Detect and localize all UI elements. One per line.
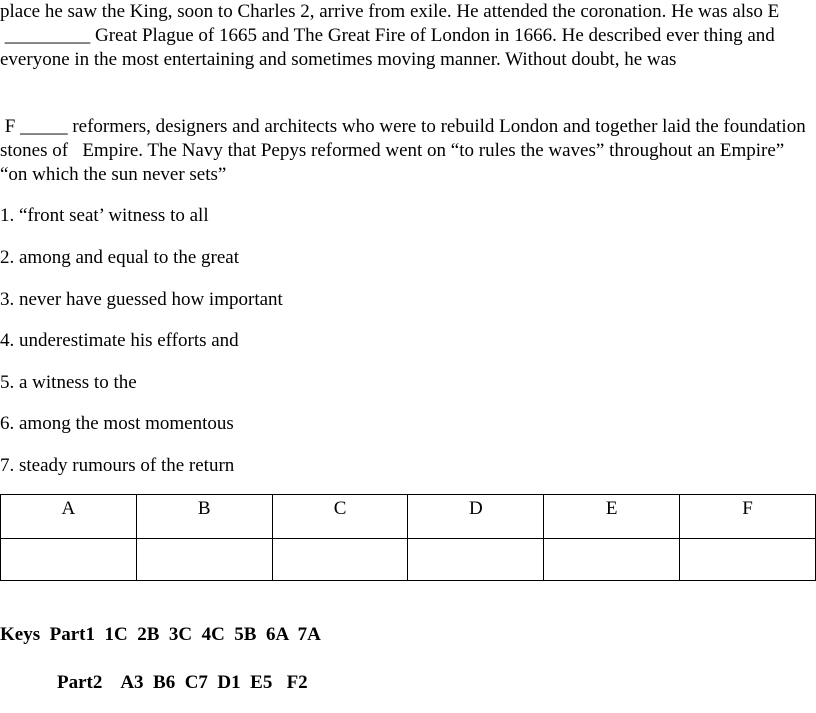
answer-keys-part2: Part2 A3 B6 C7 D1 E5 F2 bbox=[57, 672, 308, 693]
answer-grid-header-f: F bbox=[680, 495, 816, 539]
answer-cell-b bbox=[136, 539, 272, 581]
passage-text: place he saw the King, soon to Charles 2, arrive from exile. He attended the coronation. He was also E bbox=[0, 1, 780, 22]
answer-grid-header-b: B bbox=[136, 495, 272, 539]
passage-text: reformers, designers and architects who were to rebuild London and together laid the foundation stones of Empire. The Navy that Pepys reformed went on “to rules the waves” throughout an Empire” “on which the sun never sets” bbox=[0, 116, 806, 185]
answer-grid-header-c: C bbox=[272, 495, 408, 539]
option-7: 7. steady rumours of the return bbox=[0, 455, 235, 476]
passage-paragraph-2 bbox=[0, 115, 816, 187]
answer-cell-d bbox=[408, 539, 544, 581]
gap-f: _____ bbox=[15, 116, 73, 137]
option-3: 3. never have guessed how important bbox=[0, 289, 283, 310]
passage-paragraph-1 bbox=[0, 0, 816, 72]
passage-text: F bbox=[0, 116, 16, 137]
passage-text: Great Plague of 1665 and The Great Fire of London in 1666. He described ever thing and everyone in the most entertaining and sometimes moving manner. Without doubt, he was bbox=[0, 25, 775, 70]
answer-grid-header-e: E bbox=[544, 495, 680, 539]
option-5: 5. a witness to the bbox=[0, 372, 137, 393]
option-6: 6. among the most momentous bbox=[0, 413, 234, 434]
answer-keys-part1: Keys Part1 1C 2B 3C 4C 5B 6A 7A bbox=[0, 624, 321, 645]
option-4: 4. underestimate his efforts and bbox=[0, 330, 239, 351]
answer-grid-answer-row bbox=[1, 539, 816, 581]
answer-cell-a bbox=[1, 539, 137, 581]
option-2: 2. among and equal to the great bbox=[0, 247, 240, 268]
answer-cell-c bbox=[272, 539, 408, 581]
option-1: 1. “front seat’ witness to all bbox=[0, 205, 209, 226]
answer-cell-f bbox=[680, 539, 816, 581]
answer-grid-header-row bbox=[1, 495, 816, 539]
gap-e: _________ bbox=[0, 25, 95, 46]
answer-grid-header-a: A bbox=[1, 495, 137, 539]
answer-grid bbox=[0, 494, 816, 581]
answer-grid-header-d: D bbox=[408, 495, 544, 539]
answer-cell-e bbox=[544, 539, 680, 581]
